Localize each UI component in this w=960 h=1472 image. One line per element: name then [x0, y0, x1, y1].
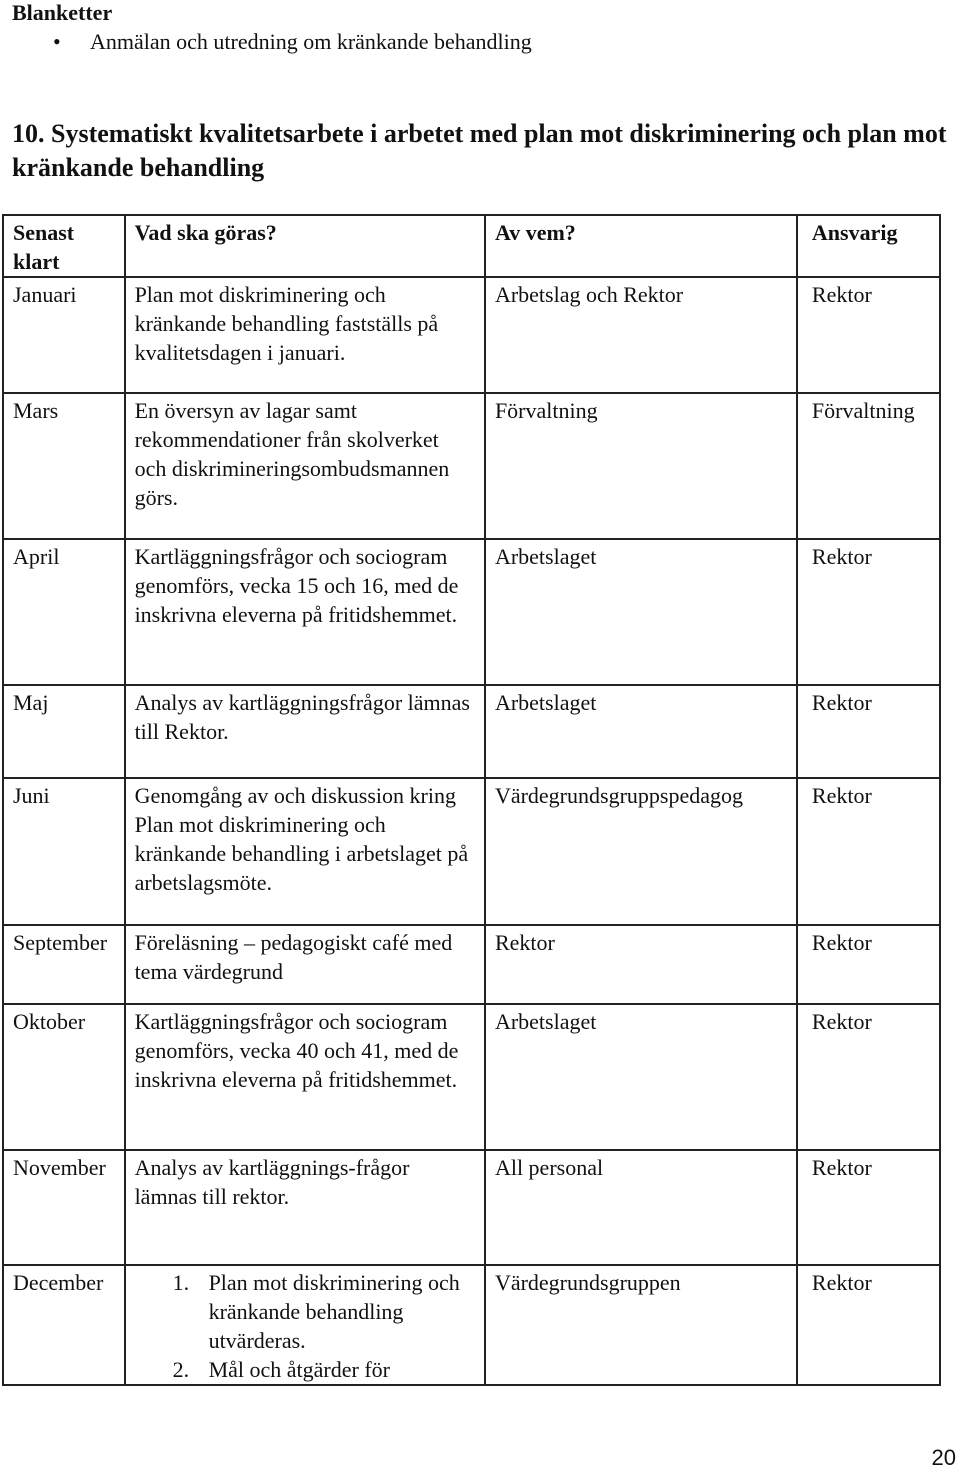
list-number: 1.: [172, 1270, 190, 1295]
cell-what: Föreläsning – pedagogiskt café med tema värdegrund: [125, 925, 485, 1004]
cell-what: Analys av kartläggningsfrågor lämnas till Rektor.: [125, 685, 485, 778]
cell-responsible: Rektor: [797, 277, 940, 393]
header-what: Vad ska göras?: [125, 215, 485, 277]
table-row: [3, 1150, 940, 1265]
cell-responsible: Rektor: [797, 1004, 940, 1150]
cell-who: Arbetslaget: [485, 539, 797, 685]
table-row: [3, 393, 940, 539]
cell-when: Mars: [3, 393, 125, 539]
cell-when: September: [3, 925, 125, 1004]
cell-who: Arbetslag och Rektor: [485, 277, 797, 393]
list-text: Plan mot diskriminering och kränkande behandling utvärderas.: [208, 1270, 460, 1353]
plan-table: [2, 214, 941, 1386]
table-row: [3, 778, 940, 925]
cell-what: En översyn av lagar samt rekommendationer från skolverket och diskrimineringsombudsmannen görs.: [125, 393, 485, 539]
december-action-list: [135, 1268, 476, 1384]
cell-what: [125, 1265, 485, 1385]
table-header-row: [3, 215, 940, 277]
cell-when: Januari: [3, 277, 125, 393]
list-number: 2.: [172, 1357, 190, 1382]
header-responsible: Ansvarig: [797, 215, 940, 277]
list-text: Mål och åtgärder för: [208, 1357, 390, 1382]
cell-responsible: Rektor: [797, 778, 940, 925]
table-row: [3, 685, 940, 778]
cell-responsible: Rektor: [797, 539, 940, 685]
cell-when: Oktober: [3, 1004, 125, 1150]
cell-responsible: Rektor: [797, 1150, 940, 1265]
cell-responsible: Rektor: [797, 685, 940, 778]
table-row: [3, 1004, 940, 1150]
cell-who: Värdegrundsgruppspedagog: [485, 778, 797, 925]
cell-who: Arbetslaget: [485, 1004, 797, 1150]
cell-what: Analys av kartläggnings-frågor lämnas till rektor.: [125, 1150, 485, 1265]
cell-what: Kartläggningsfrågor och sociogram genomförs, vecka 15 och 16, med de inskrivna eleverna på fritidshemmet.: [125, 539, 485, 685]
cell-responsible: Rektor: [797, 925, 940, 1004]
cell-who: All personal: [485, 1150, 797, 1265]
blanketter-heading: Blanketter: [12, 0, 113, 25]
december-action-item: [173, 1268, 476, 1355]
header-when: Senast klart: [3, 215, 125, 277]
table-row: [3, 277, 940, 393]
cell-responsible: Förvaltning: [797, 393, 940, 539]
header-who: Av vem?: [485, 215, 797, 277]
cell-what: Genomgång av och diskussion kring Plan mot diskriminering och kränkande behandling i arbetslaget på arbetslagsmöte.: [125, 778, 485, 925]
cell-what: Kartläggningsfrågor och sociogram genomförs, vecka 40 och 41, med de inskrivna eleverna på fritidshemmet.: [125, 1004, 485, 1150]
december-action-item: [173, 1355, 476, 1384]
cell-when: April: [3, 539, 125, 685]
cell-what: Plan mot diskriminering och kränkande behandling fastställs på kvalitetsdagen i januari.: [125, 277, 485, 393]
blanketter-list: [50, 27, 532, 56]
cell-when: Juni: [3, 778, 125, 925]
cell-who: Förvaltning: [485, 393, 797, 539]
cell-when: Maj: [3, 685, 125, 778]
blanketter-list-item: • Anmälan och utredning om kränkande behandling: [50, 27, 532, 56]
section-title: 10. Systematiskt kvalitetsarbete i arbetet med plan mot diskriminering och plan mot kränkande behandling: [12, 119, 947, 182]
cell-who: Rektor: [485, 925, 797, 1004]
table-row: [3, 925, 940, 1004]
cell-responsible: Rektor: [797, 1265, 940, 1385]
page-number: 20: [931, 1445, 956, 1470]
cell-when: December: [3, 1265, 125, 1385]
table-row-december: [3, 1265, 940, 1385]
cell-who: Värdegrundsgruppen: [485, 1265, 797, 1385]
cell-when: November: [3, 1150, 125, 1265]
cell-who: Arbetslaget: [485, 685, 797, 778]
table-row: [3, 539, 940, 685]
